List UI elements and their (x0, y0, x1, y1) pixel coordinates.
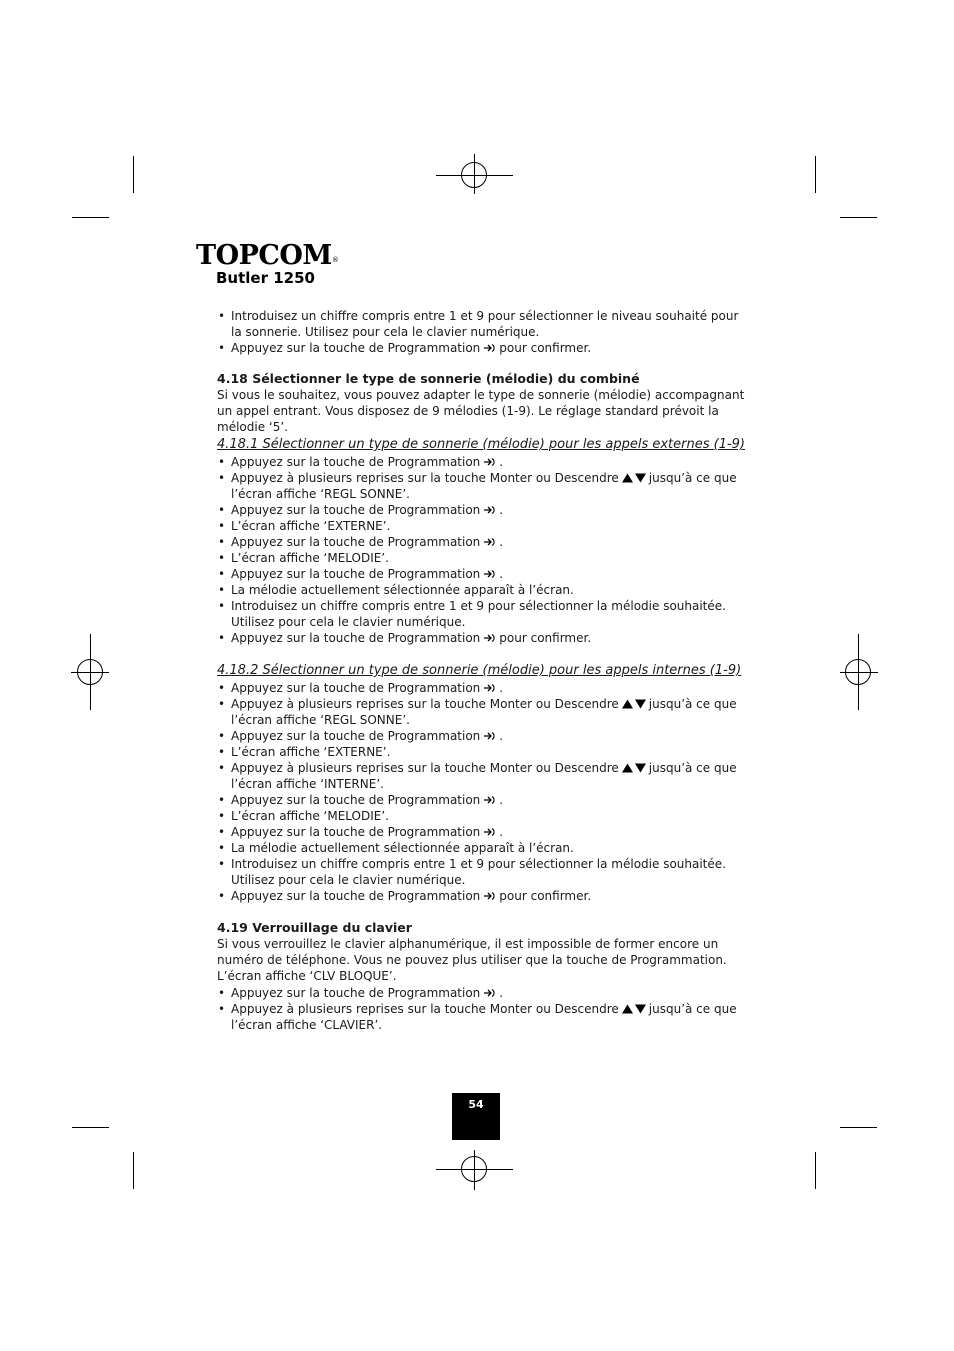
crop-mark (815, 1152, 816, 1189)
crop-mark (815, 156, 816, 193)
program-key-icon (483, 986, 496, 996)
crop-mark (133, 156, 134, 193)
item-text: Appuyez sur la touche de Programmation (231, 535, 481, 549)
registration-circle (461, 1156, 487, 1182)
registration-circle (845, 659, 871, 685)
section-heading-4-18-1: 4.18.1 Sélectionner un type de sonnerie (mélodie) pour les appels externes (1-9) (217, 437, 745, 452)
up-down-arrows-icon (621, 761, 647, 771)
section-paragraph-4-18: Si vous le souhaitez, vous pouvez adapter le type de sonnerie (mélodie) accompagnant un appel entrant. Vous disposez de 9 mélodies (1-9). Le réglage standard prévoit la mélodie ‘5’. (217, 388, 745, 434)
intro-list (217, 308, 749, 356)
crop-mark (72, 217, 109, 218)
item-text: Appuyez à plusieurs reprises sur la touche Monter ou Descendre (231, 761, 619, 775)
item-text: La mélodie actuellement sélectionnée apparaît à l’écran. (231, 583, 574, 597)
page-number: 54 (452, 1093, 500, 1140)
program-key-icon (483, 825, 496, 835)
list-item (217, 566, 749, 582)
list-item (217, 1001, 749, 1033)
program-key-icon (483, 793, 496, 803)
registration-circle (77, 659, 103, 685)
list-item (217, 470, 749, 502)
item-text: Appuyez sur la touche de Programmation (231, 567, 481, 581)
section-paragraph-4-19: Si vous verrouillez le clavier alphanumérique, il est impossible de former encore un numéro de téléphone. Vous ne pouvez plus utiliser que la touche de Programmation. L’écran affiche ‘CLV BLOQUE’. (217, 937, 727, 983)
section-heading-4-18-2: 4.18.2 Sélectionner un type de sonnerie (mélodie) pour les appels internes (1-9) (217, 663, 742, 678)
item-text: Appuyez sur la touche de Programmation (231, 631, 481, 645)
list-item (217, 680, 749, 696)
list-item (217, 598, 749, 630)
item-text: . (499, 793, 504, 807)
item-text: Appuyez sur la touche de Programmation (231, 825, 481, 839)
brand-logo: TOPCOM® (196, 240, 339, 271)
item-text: jusqu’à ce que l’écran affiche ‘REGL SONNE’. (231, 471, 737, 501)
list-item (217, 502, 749, 518)
item-text: La mélodie actuellement sélectionnée apparaît à l’écran. (231, 841, 574, 855)
item-text: pour confirmer. (499, 631, 592, 645)
steps-list-4-18-1 (217, 454, 749, 646)
program-key-icon (483, 681, 496, 691)
program-key-icon (483, 889, 496, 899)
up-down-arrows-icon (621, 1002, 647, 1012)
crop-mark (133, 1152, 134, 1189)
registration-circle (461, 162, 487, 188)
item-text: Appuyez sur la touche de Programmation (231, 341, 481, 355)
list-item (217, 454, 749, 470)
program-key-icon (483, 567, 496, 577)
program-key-icon (483, 455, 496, 465)
item-text: L’écran affiche ‘MELODIE’. (231, 809, 389, 823)
list-item (217, 582, 749, 598)
item-text: jusqu’à ce que l’écran affiche ‘CLAVIER’. (231, 1002, 737, 1032)
item-text: Appuyez sur la touche de Programmation (231, 729, 481, 743)
crop-mark (840, 217, 877, 218)
item-text: Appuyez à plusieurs reprises sur la touche Monter ou Descendre (231, 1002, 619, 1016)
item-text: . (499, 455, 504, 469)
up-down-arrows-icon (621, 697, 647, 707)
program-key-icon (483, 503, 496, 513)
list-item (217, 985, 749, 1001)
item-text: Appuyez à plusieurs reprises sur la touche Monter ou Descendre (231, 697, 619, 711)
program-key-icon (483, 341, 496, 351)
section-heading-4-19: 4.19 Verrouillage du clavier (217, 920, 412, 935)
list-item (217, 696, 749, 728)
item-text: . (499, 825, 504, 839)
list-item (217, 550, 749, 566)
steps-list-4-18-2 (217, 680, 749, 904)
program-key-icon (483, 729, 496, 739)
item-text: jusqu’à ce que l’écran affiche ‘REGL SONNE’. (231, 697, 737, 727)
item-text: Appuyez sur la touche de Programmation (231, 503, 481, 517)
steps-list-4-19 (217, 985, 749, 1033)
list-item (217, 308, 749, 340)
item-text: pour confirmer. (499, 889, 592, 903)
item-text: jusqu’à ce que l’écran affiche ‘INTERNE’. (231, 761, 737, 791)
item-text: L’écran affiche ‘EXTERNE’. (231, 519, 391, 533)
crop-mark (840, 1127, 877, 1128)
item-text: Appuyez sur la touche de Programmation (231, 793, 481, 807)
program-key-icon (483, 535, 496, 545)
item-text: Introduisez un chiffre compris entre 1 et 9 pour sélectionner le niveau souhaité pour la sonnerie. Utilisez pour cela le clavier numérique. (231, 309, 739, 339)
item-text: . (499, 729, 504, 743)
list-item (217, 534, 749, 550)
list-item (217, 630, 749, 646)
item-text: . (499, 535, 504, 549)
item-text: pour confirmer. (499, 341, 592, 355)
item-text: . (499, 503, 504, 517)
item-text: L’écran affiche ‘EXTERNE’. (231, 745, 391, 759)
list-item (217, 808, 749, 824)
list-item (217, 518, 749, 534)
list-item (217, 760, 749, 792)
item-text: Appuyez sur la touche de Programmation (231, 455, 481, 469)
list-item (217, 888, 749, 904)
item-text: . (499, 986, 504, 1000)
list-item (217, 856, 749, 888)
list-item (217, 840, 749, 856)
item-text: Appuyez sur la touche de Programmation (231, 889, 481, 903)
item-text: Appuyez à plusieurs reprises sur la touche Monter ou Descendre (231, 471, 619, 485)
registered-mark: ® (331, 256, 339, 264)
item-text: Appuyez sur la touche de Programmation (231, 986, 481, 1000)
item-text: L’écran affiche ‘MELODIE’. (231, 551, 389, 565)
list-item (217, 728, 749, 744)
list-item (217, 340, 749, 356)
list-item (217, 744, 749, 760)
crop-mark (72, 1127, 109, 1128)
item-text: . (499, 681, 504, 695)
item-text: Appuyez sur la touche de Programmation (231, 681, 481, 695)
section-heading-4-18: 4.18 Sélectionner le type de sonnerie (mélodie) du combiné (217, 371, 640, 386)
list-item (217, 824, 749, 840)
model-title: Butler 1250 (216, 269, 315, 287)
list-item (217, 792, 749, 808)
item-text: . (499, 567, 504, 581)
up-down-arrows-icon (621, 471, 647, 481)
program-key-icon (483, 631, 496, 641)
item-text: Introduisez un chiffre compris entre 1 et 9 pour sélectionner la mélodie souhaitée. Utilisez pour cela le clavier numérique. (231, 599, 726, 629)
item-text: Introduisez un chiffre compris entre 1 et 9 pour sélectionner la mélodie souhaitée. Utilisez pour cela le clavier numérique. (231, 857, 726, 887)
